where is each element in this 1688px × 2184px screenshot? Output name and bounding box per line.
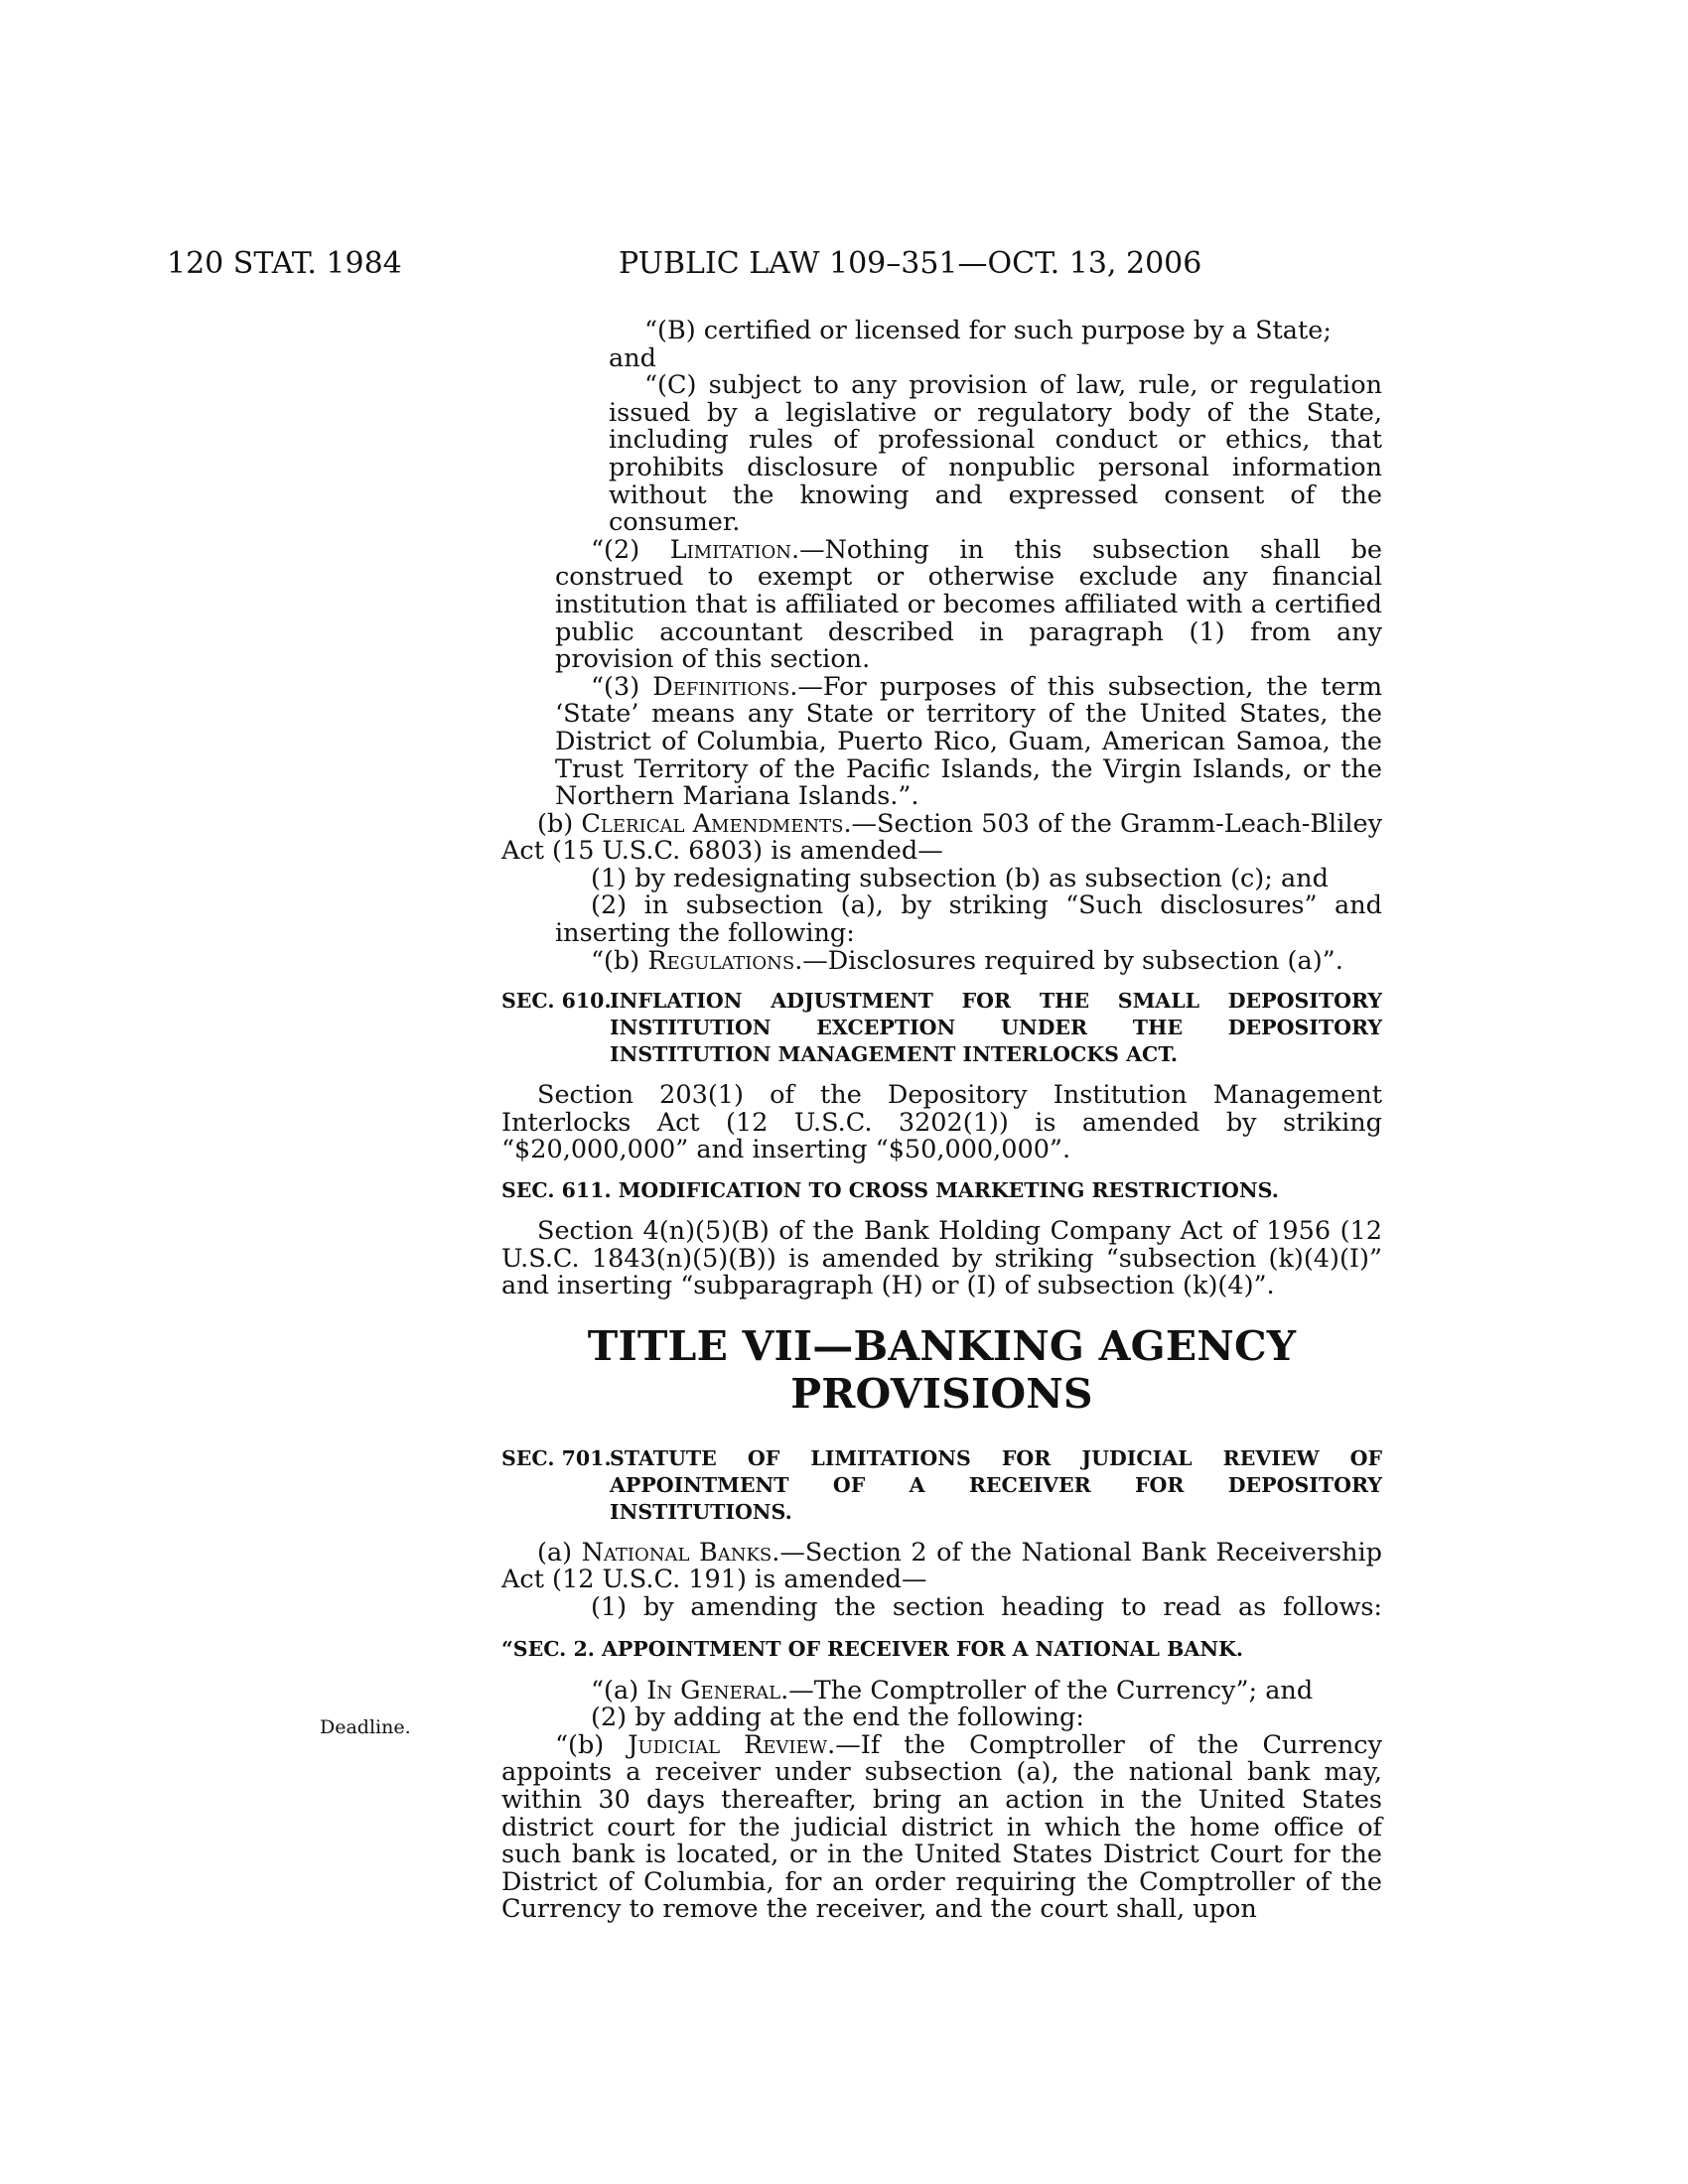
- section-610-heading: [501, 988, 1382, 1068]
- paragraph-item-2: (2) in subsection (a), by striking “Such disclosures” and inserting the following:: [555, 890, 1382, 949]
- margin-note-deadline: Deadline.: [320, 1716, 411, 1738]
- inner-section-2-heading: “SEC. 2. APPOINTMENT OF RECEIVER FOR A NATIONAL BANK.: [501, 1636, 1244, 1661]
- paragraph-limitation: “(2) Limitation.—Nothing in this subsection shall be construed to exempt or otherwise exclude any financial institution that is affiliated or becomes affiliated with a certified public accountant described in paragraph (1) from any provision of this section.: [555, 534, 1382, 675]
- title-vii-line-2: PROVISIONS: [790, 1369, 1093, 1418]
- section-611-heading: SEC. 611. MODIFICATION TO CROSS MARKETING RESTRICTIONS.: [501, 1178, 1279, 1203]
- section-701-heading: [501, 1445, 1382, 1526]
- section-610-title: INFLATION ADJUSTMENT FOR THE SMALL DEPOSITORY INSTITUTION EXCEPTION UNDER THE DEPOSITORY INSTITUTION MANAGEMENT INTERLOCKS ACT.: [610, 989, 1382, 1067]
- paragraph-c: “(C) subject to any provision of law, rule, or regulation issued by a legislative or regulatory body of the State, including rules of professional conduct or ethics, that prohibits disclosure of nonpublic personal information without the knowing and expressed consent of the consumer.: [609, 370, 1382, 538]
- document-body: [501, 318, 1382, 1924]
- paragraph-in-general: “(a) In General.—The Comptroller of the Currency”; and: [591, 1675, 1314, 1706]
- page-citation: 120 STAT. 1984: [167, 246, 402, 281]
- paragraph-judicial-review: “(b) Judicial Review.—If the Comptroller of the Currency appoints a receiver under subsection (a), the national bank may, within 30 days thereafter, bring an action in the United States district court for the judicial district in which the home office of such bank is located, or in the United States District Court for the District of Columbia, for an order requiring the Comptroller of the Currency to remove the receiver, and the court shall, upon: [501, 1729, 1382, 1925]
- paragraph-national-banks: (a) National Banks.—Section 2 of the National Bank Receivership Act (12 U.S.C. 191) is amended—: [501, 1537, 1382, 1595]
- paragraph-definitions: “(3) Definitions.—For purposes of this subsection, the term ‘State’ means any State or territory of the United States, the District of Columbia, Puerto Rico, Guam, American Samoa, the Trust Territory of the Pacific Islands, the Virgin Islands, or the Northern Mariana Islands.”.: [555, 671, 1383, 812]
- section-611-body: Section 4(n)(5)(B) of the Bank Holding Company Act of 1956 (12 U.S.C. 1843(n)(5)(B)) is amended by striking “subsection (k)(4)(I)” and inserting “subparagraph (H) or (I) of subsection (k)(4)”.: [501, 1216, 1382, 1301]
- paragraph-clerical-amendments: (b) Clerical Amendments.—Section 503 of the Gramm-Leach-Bliley Act (15 U.S.C. 6803) is amended—: [501, 808, 1383, 867]
- running-header: PUBLIC LAW 109–351—OCT. 13, 2006: [619, 246, 1202, 281]
- paragraph-item-1: (1) by redesignating subsection (b) as subsection (c); and: [591, 863, 1329, 893]
- paragraph-regulations: “(b) Regulations.—Disclosures required by subsection (a)”.: [591, 945, 1343, 976]
- section-701-title: STATUTE OF LIMITATIONS FOR JUDICIAL REVIEW OF APPOINTMENT OF A RECEIVER FOR DEPOSITORY INSTITUTIONS.: [610, 1445, 1382, 1524]
- paragraph-b: “(B) certified or licensed for such purpose by a State;: [644, 316, 1332, 345]
- paragraph-amend-heading: (1) by amending the section heading to read as follows:: [591, 1592, 1382, 1622]
- section-610-body: Section 203(1) of the Depository Institution Management Interlocks Act (12 U.S.C. 3202(1)) is amended by striking “$20,000,000” and inserting “$50,000,000”.: [501, 1080, 1382, 1165]
- paragraph-and: and: [609, 342, 656, 373]
- title-vii-line-1: TITLE VII—BANKING AGENCY: [587, 1321, 1297, 1370]
- section-701-number: SEC. 701.: [501, 1445, 612, 1470]
- section-610-number: SEC. 610.: [501, 989, 612, 1014]
- title-vii-heading: [501, 1322, 1382, 1418]
- paragraph-adding-at-end: (2) by adding at the end the following:: [591, 1703, 1084, 1733]
